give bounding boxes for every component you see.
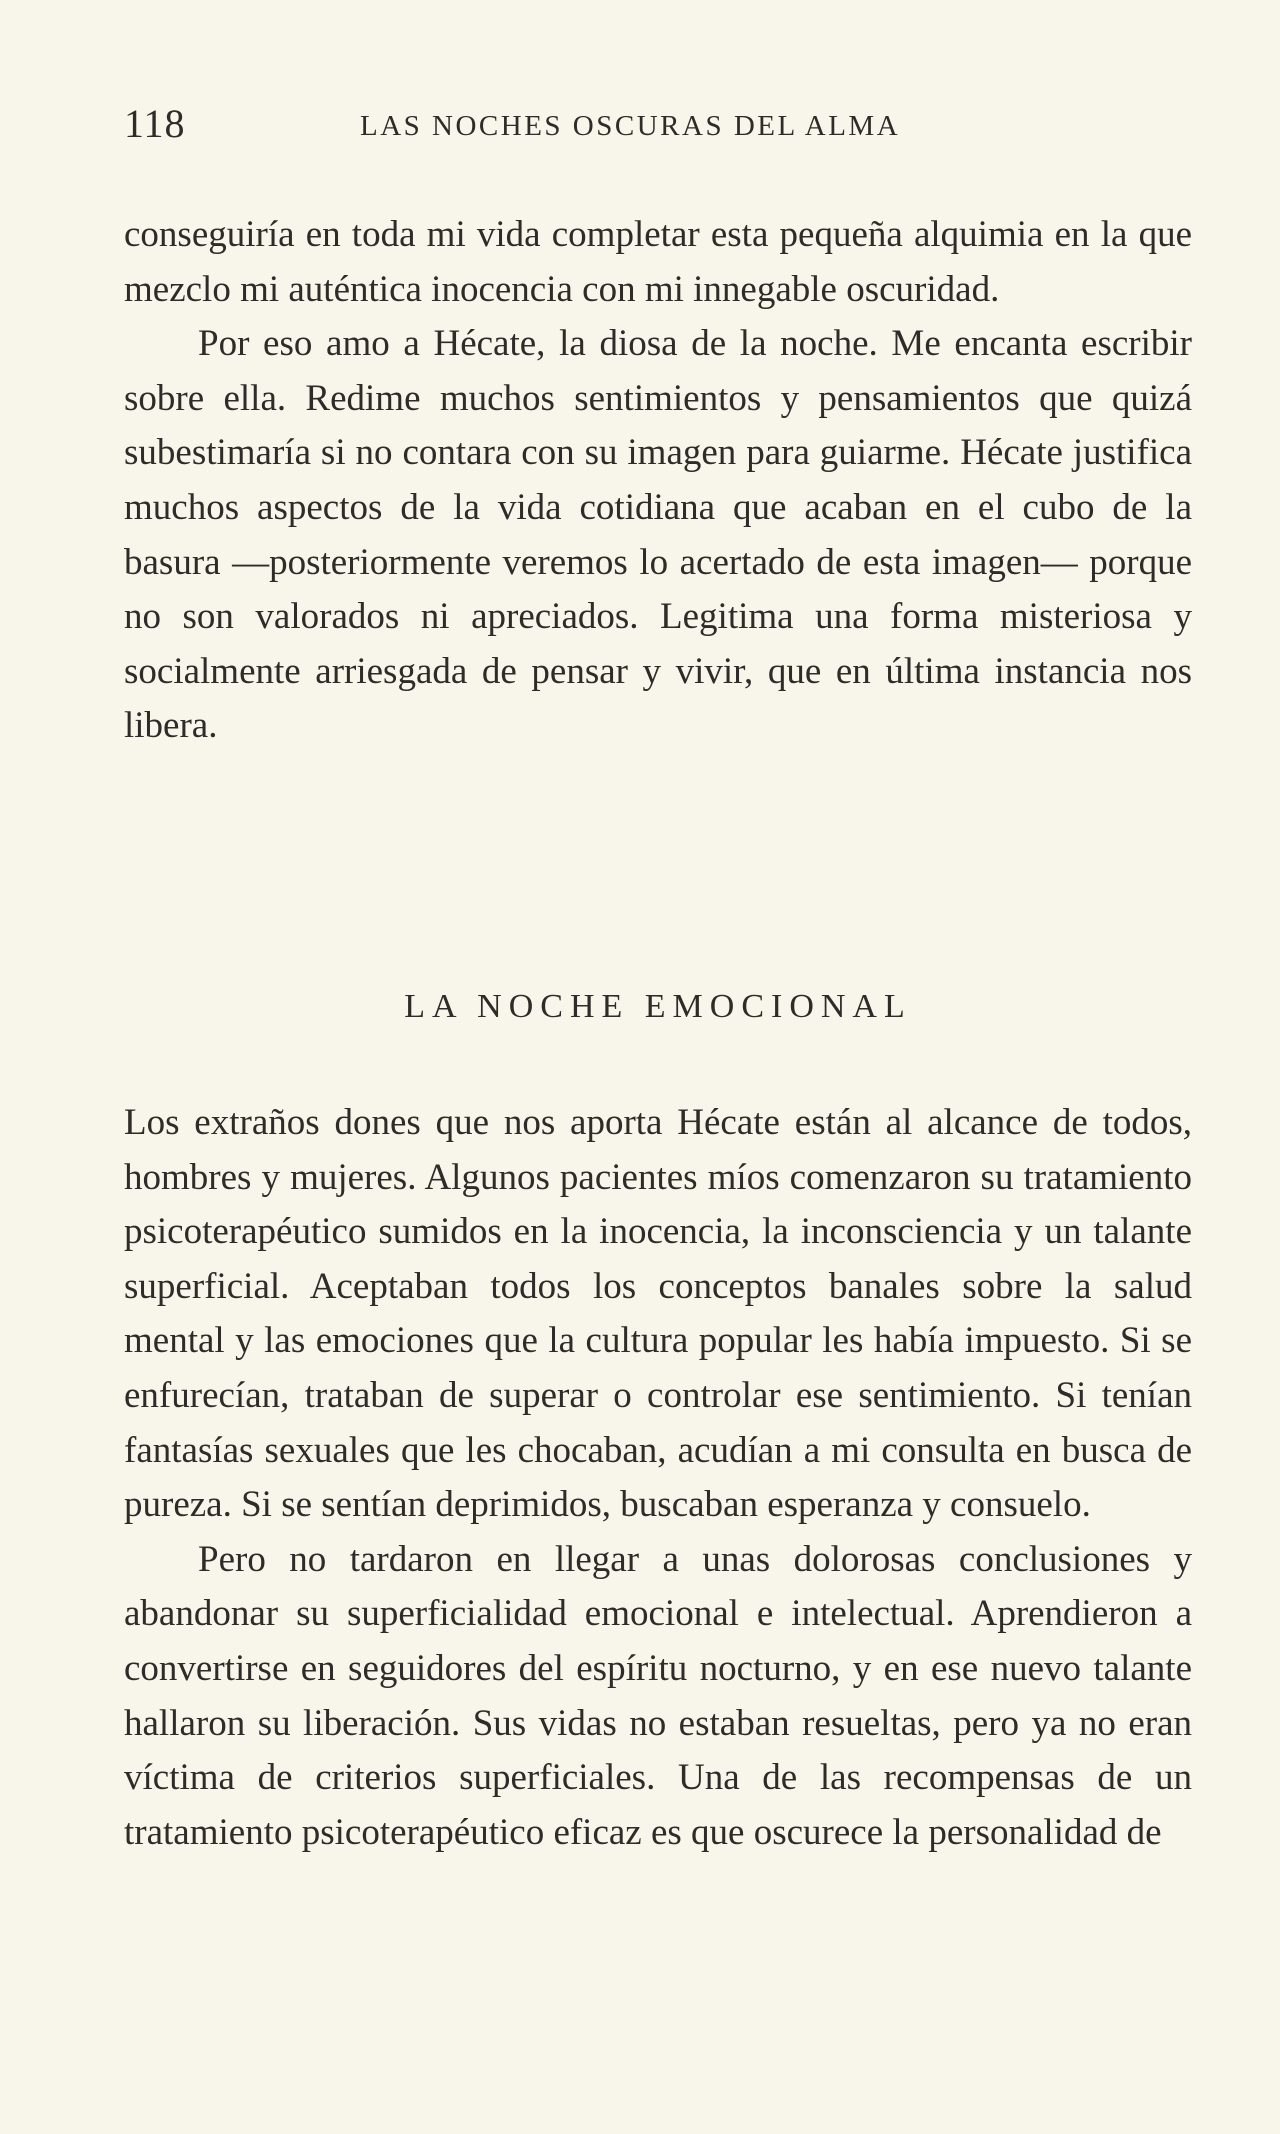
page-number: 118 [124,101,186,146]
paragraph-continued: conseguiría en toda mi vida completar esta pequeña alquimia en la que mezclo mi auténtica inocencia con mi innegable oscuridad. [124,214,1192,310]
text-block-top [124,208,1192,754]
running-head: LAS NOCHES OSCURAS DEL ALMA [360,110,901,142]
paragraph-conclusions: Pero no tardaron en llegar a unas dolorosas conclusiones y abandonar su superficialidad emocional e intelectual. Aprendieron a convertirse en seguidores del espíritu nocturno, y en ese nuevo talante hallaron su liberación. Sus vidas no estaban resueltas, pero ya no eran víctima de criterios superficiales. Una de las recompensas de un tratamiento psicoterapéutico eficaz es que oscurece la personalidad de [124,1538,1192,1853]
text-block-bottom [124,1096,1192,1860]
paragraph-hecate: Por eso amo a Hécate, la diosa de la noche. Me encanta escribir sobre ella. Redime muchos sentimientos y pensamientos que quizá subestimaría si no contara con su imagen para guiarme. Hécate justifica muchos aspectos de la vida cotidiana que acaban en el cubo de la basura —posteriormente veremos lo acertado de esta imagen— porque no son valorados ni apreciados. Legitima una forma misteriosa y socialmente arriesgada de pensar y vivir, que en última instancia nos libera. [124,323,1192,747]
paragraph-patients: Los extraños dones que nos aporta Hécate están al alcance de todos, hombres y mujeres. Algunos pacientes míos comenzaron su tratamiento psicoterapéutico sumidos en la inocencia, la inconsciencia y un talante superficial. Aceptaban todos los conceptos banales sobre la salud mental y las emociones que la cultura popular les había impuesto. Si se enfurecían, trataban de superar o controlar ese sentimiento. Si tenían fantasías sexuales que les chocaban, acudían a mi consulta en busca de pureza. Si se sentían deprimidos, buscaban esperanza y consuelo. [124,1102,1192,1526]
page-header [124,100,1192,150]
section-heading: LA NOCHE EMOCIONAL [404,988,912,1025]
